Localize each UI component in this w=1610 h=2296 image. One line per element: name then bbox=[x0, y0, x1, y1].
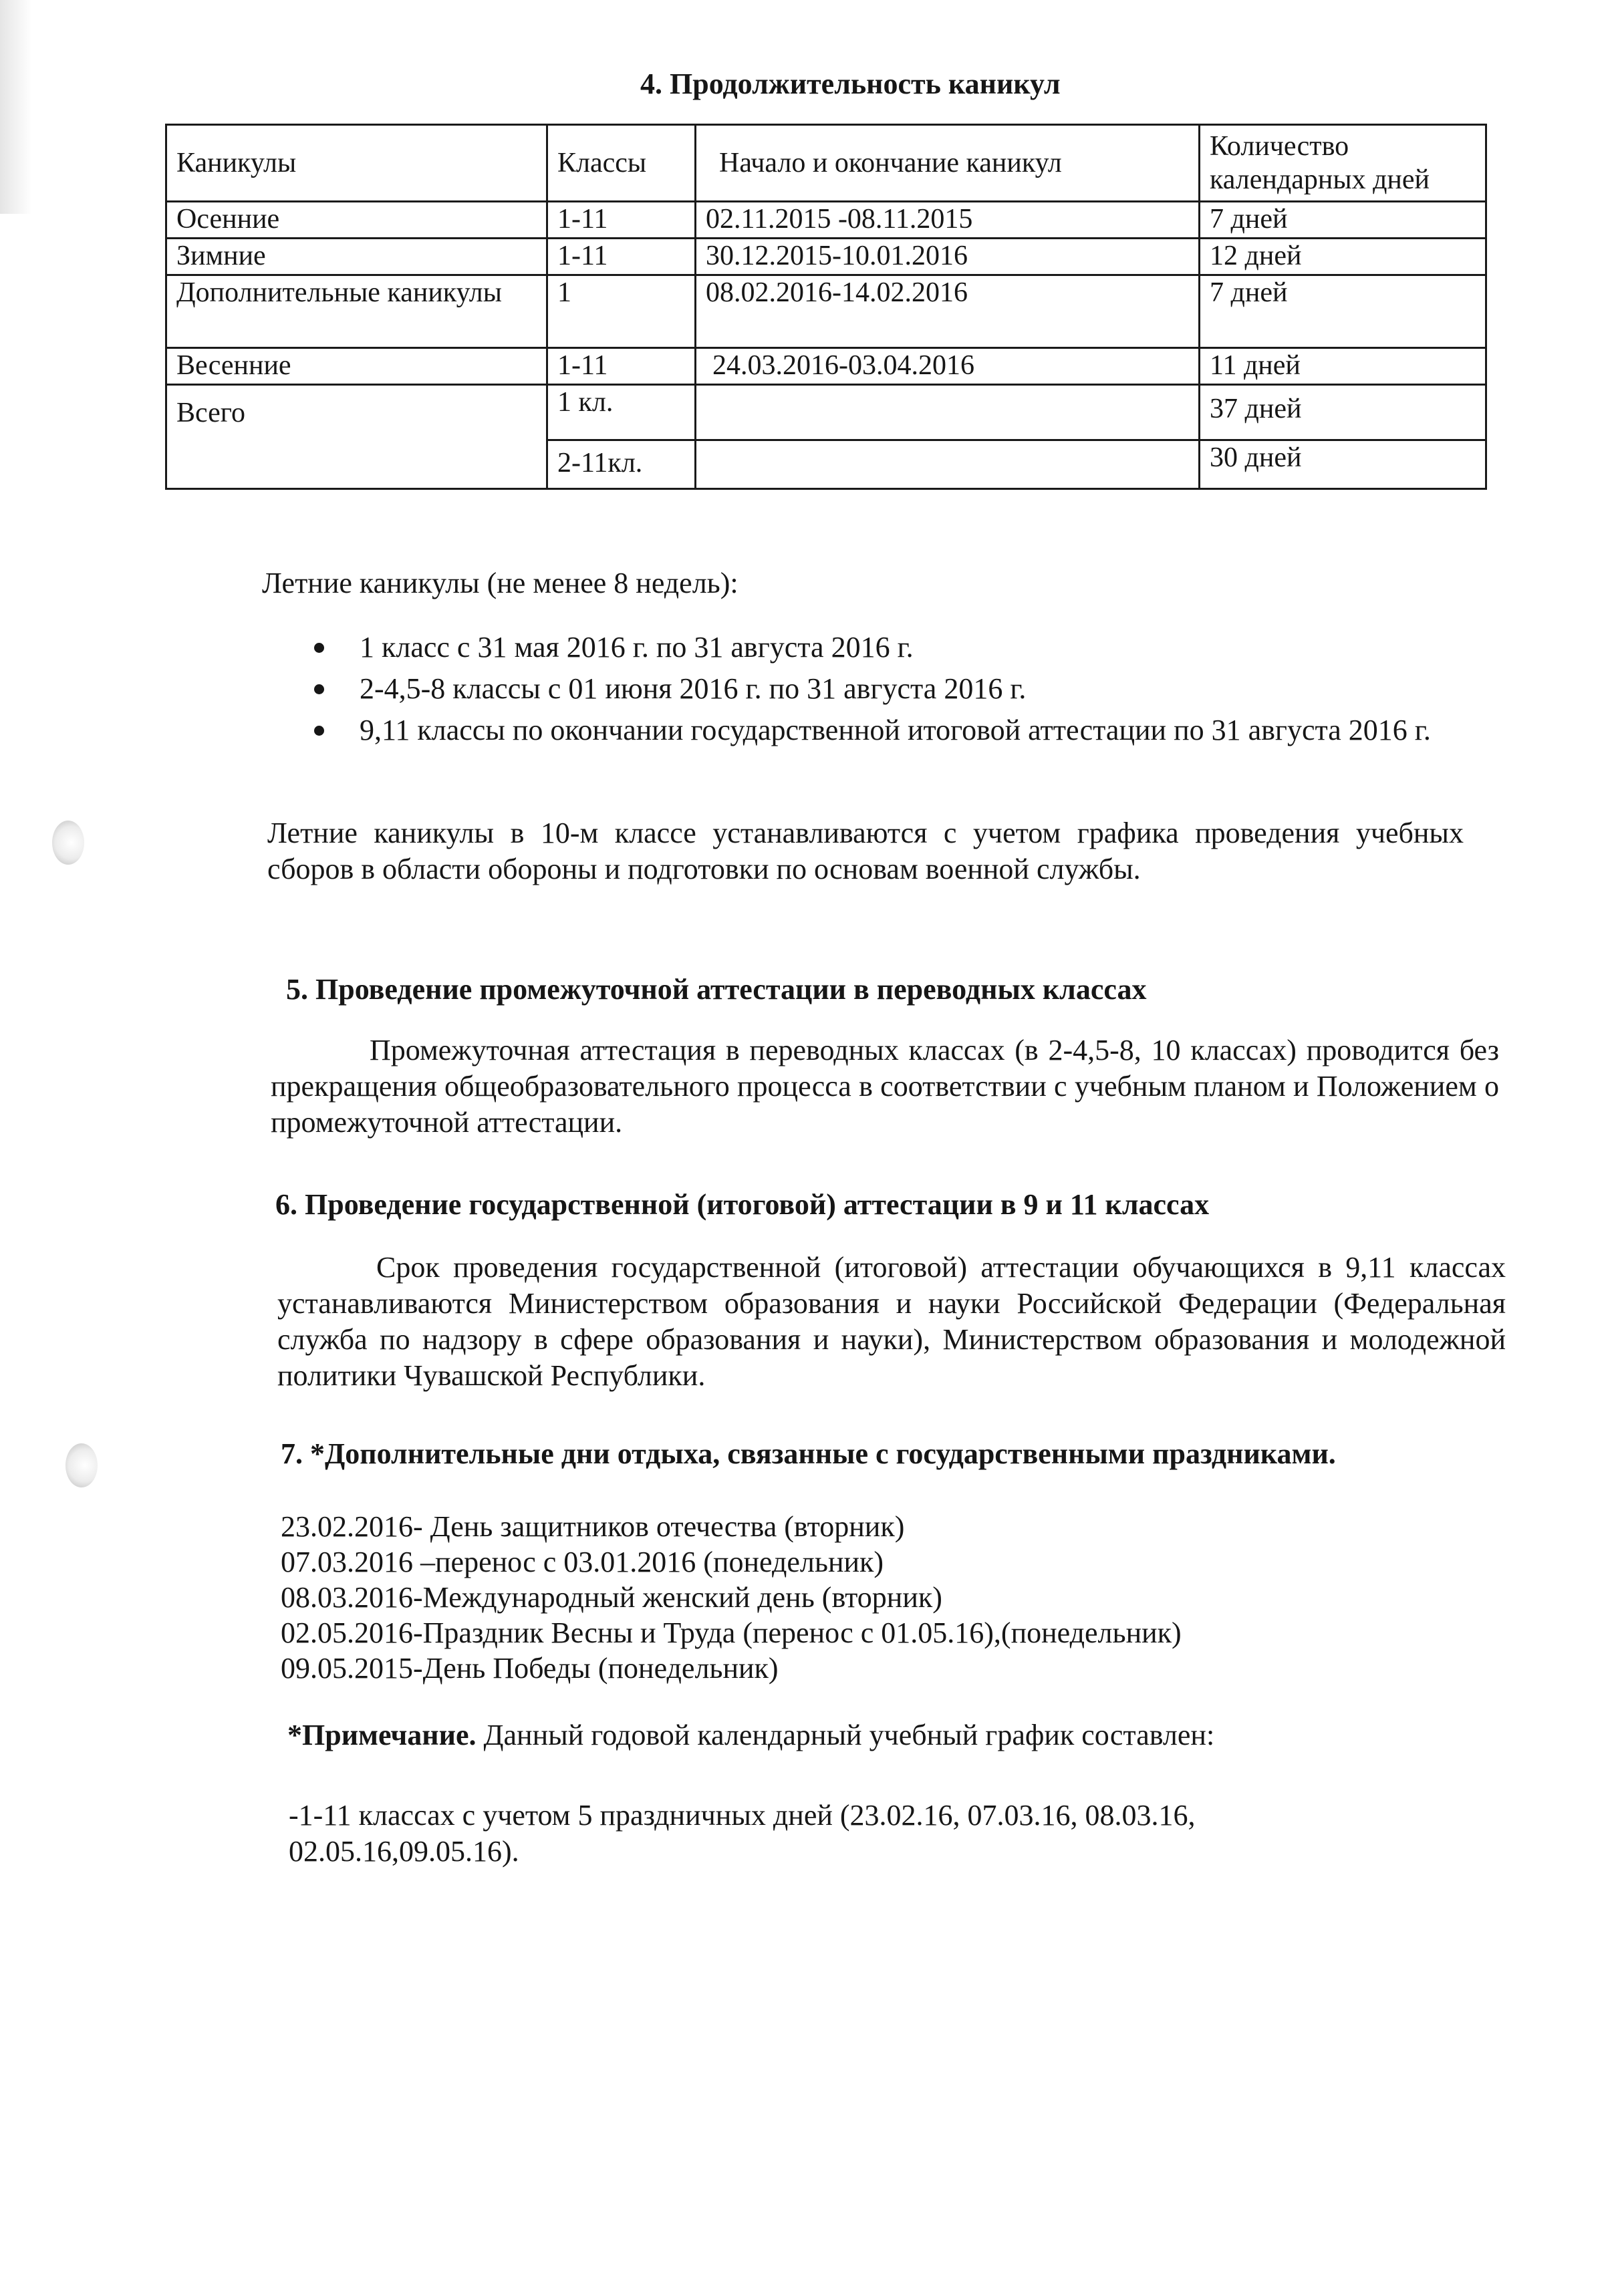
section-7-title: 7. *Дополнительные дни отдыха, связанные с государственными праздниками. bbox=[281, 1437, 1336, 1470]
summer-note: Летние каникулы в 10-м классе устанавливаются с учетом графика проведения учебных сборов в области обороны и подготовки по основам военной службы. bbox=[267, 817, 1464, 885]
note-label: *Примечание. bbox=[287, 1719, 477, 1751]
cell-grades: 1-11 bbox=[547, 348, 696, 385]
cell-days: 7 дней bbox=[1200, 275, 1486, 348]
cell-period: 02.11.2015 -08.11.2015 bbox=[696, 202, 1200, 239]
cell-holiday-name: Весенние bbox=[166, 348, 547, 385]
header-days: Количество календарных дней bbox=[1200, 125, 1486, 202]
header-grades: Классы bbox=[547, 125, 696, 202]
section-5-title: 5. Проведение промежуточной аттестации в переводных классах bbox=[286, 973, 1147, 1006]
list-item: 09.05.2015-День Победы (понедельник) bbox=[281, 1652, 779, 1685]
cell-period: 30.12.2015-10.01.2016 bbox=[696, 239, 1200, 275]
list-item: 23.02.2016- День защитников отечества (вторник) bbox=[281, 1510, 905, 1543]
cell-holiday-name: Осенние bbox=[166, 202, 547, 239]
list-item: 2-4,5-8 классы с 01 июня 2016 г. по 31 августа 2016 г. bbox=[314, 671, 1457, 707]
cell-grades: 1 кл. bbox=[547, 385, 696, 440]
header-holidays: Каникулы bbox=[166, 125, 547, 202]
cell-period: 24.03.2016-03.04.2016 bbox=[696, 348, 1200, 385]
table-row bbox=[166, 348, 1486, 385]
cell-days: 30 дней bbox=[1200, 440, 1486, 489]
holiday-dates-list bbox=[281, 1509, 1182, 1686]
cell-period: 08.02.2016-14.02.2016 bbox=[696, 275, 1200, 348]
cell-days: 12 дней bbox=[1200, 239, 1486, 275]
list-item: 08.03.2016-Международный женский день (вторник) bbox=[281, 1581, 942, 1614]
cell-period bbox=[696, 440, 1200, 489]
list-item: 07.03.2016 –перенос с 03.01.2016 (понедельник) bbox=[281, 1546, 884, 1578]
scan-edge-shadow bbox=[0, 0, 32, 214]
table-row bbox=[166, 275, 1486, 348]
section-6-title: 6. Проведение государственной (итоговой) аттестации в 9 и 11 классах bbox=[275, 1188, 1210, 1221]
cell-total-label: Всего bbox=[166, 385, 547, 489]
table-row bbox=[166, 202, 1486, 239]
cell-period bbox=[696, 385, 1200, 440]
cell-grades: 1-11 bbox=[547, 202, 696, 239]
section-6-text: Срок проведения государственной (итоговой) аттестации обучающихся в 9,11 классах устанавливаются Министерством образования и науки Российской Федерации (Федеральная служба по надзору в сфере образования и науки), Министерством образования и молодежной политики Чувашской Республики. bbox=[277, 1251, 1506, 1392]
cell-holiday-name: Зимние bbox=[166, 239, 547, 275]
summer-list bbox=[314, 629, 1457, 754]
note-detail: -1-11 классах с учетом 5 праздничных дней (23.02.16, 07.03.16, 08.03.16, 02.05.16,09.05.16). bbox=[289, 1799, 1196, 1868]
cell-days: 37 дней bbox=[1200, 385, 1486, 440]
cell-holiday-name: Дополнительные каникулы bbox=[166, 275, 547, 348]
list-item: 02.05.2016-Праздник Весны и Труда (перенос с 01.05.16),(понедельник) bbox=[281, 1616, 1182, 1649]
summer-intro: Летние каникулы (не менее 8 недель): bbox=[262, 567, 739, 599]
cell-grades: 1-11 bbox=[547, 239, 696, 275]
cell-grades: 2-11кл. bbox=[547, 440, 696, 489]
cell-days: 7 дней bbox=[1200, 202, 1486, 239]
bullet-icon bbox=[314, 684, 324, 694]
note-paragraph bbox=[287, 1717, 1214, 1753]
bullet-icon bbox=[314, 726, 324, 736]
bullet-icon bbox=[314, 643, 324, 653]
table-header-row bbox=[166, 125, 1486, 202]
holiday-table bbox=[165, 124, 1487, 490]
table-row-total bbox=[166, 385, 1486, 440]
section-4-title: 4. Продолжительность каникул bbox=[640, 67, 1061, 100]
cell-days: 11 дней bbox=[1200, 348, 1486, 385]
header-period: Начало и окончание каникул bbox=[696, 125, 1200, 202]
section-5-text: Промежуточная аттестация в переводных классах (в 2-4,5-8, 10 классах) проводится без прекращения общеобразовательного процесса в соответствии с учебным планом и Положением о промежуточной аттестации. bbox=[271, 1034, 1499, 1139]
table-row bbox=[166, 239, 1486, 275]
punch-hole bbox=[52, 821, 84, 865]
list-item: 9,11 классы по окончании государственной итоговой аттестации по 31 августа 2016 г. bbox=[314, 712, 1457, 748]
punch-hole bbox=[65, 1443, 98, 1487]
list-item: 1 класс с 31 мая 2016 г. по 31 августа 2016 г. bbox=[314, 629, 1457, 666]
cell-grades: 1 bbox=[547, 275, 696, 348]
note-text: Данный годовой календарный учебный график составлен: bbox=[476, 1719, 1215, 1751]
